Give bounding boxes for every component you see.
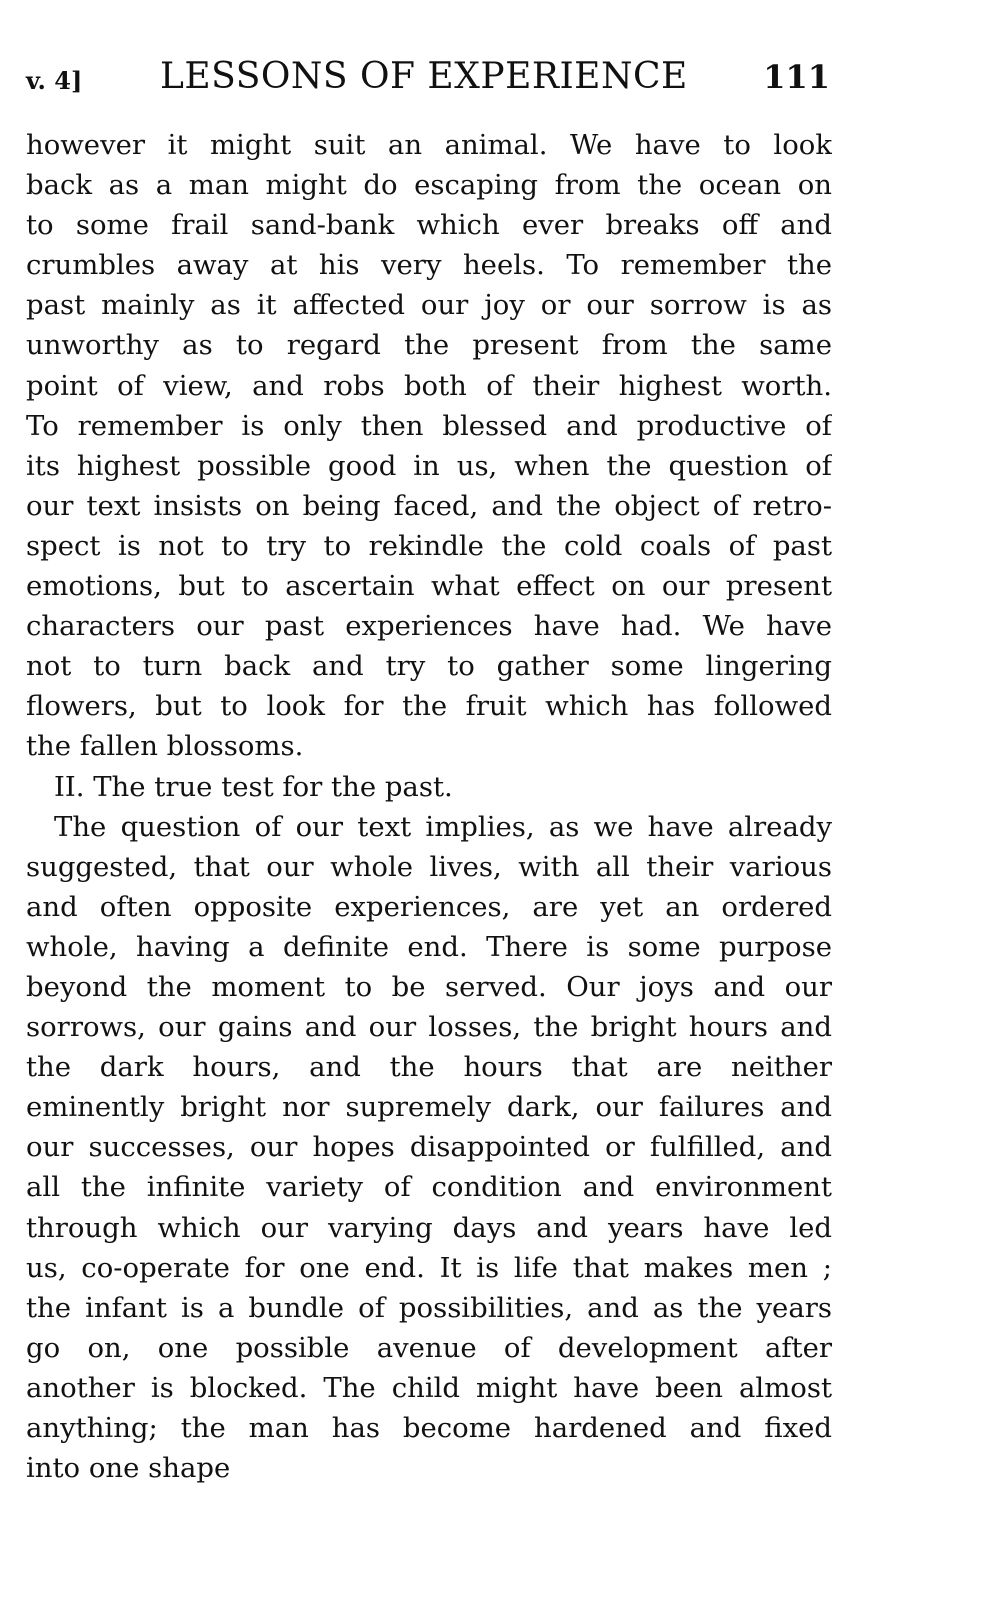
text-line: To remember is only then blessed and productive of: [26, 409, 832, 442]
text-line: the infant is a bundle of possibilities, and as the years: [26, 1291, 832, 1324]
text-line: the dark hours, and the hours that are neither: [26, 1051, 832, 1084]
text-line: flowers, but to look for the fruit which has followed: [26, 690, 832, 723]
running-header: [26, 52, 832, 102]
text-line: us, co-operate for one end. It is life that makes men ;: [26, 1251, 832, 1284]
page-number: 111: [763, 58, 830, 96]
text-line: go on, one possible avenue of development after: [26, 1331, 832, 1364]
text-line: characters our past experiences have had. We have: [26, 610, 832, 643]
paragraph-end-line: the fallen blossoms.: [26, 730, 304, 763]
text-line: point of view, and robs both of their highest worth.: [26, 369, 832, 402]
text-line: whole, having a definite end. There is some purpose: [26, 930, 832, 963]
text-line: past mainly as it affected our joy or our sorrow is as: [26, 289, 832, 322]
text-line: not to turn back and try to gather some lingering: [26, 650, 832, 683]
text-line: eminently bright nor supremely dark, our failures and: [26, 1091, 832, 1124]
paragraph-start-line: The question of our text implies, as we have already: [54, 810, 832, 843]
section-marker: v. 4]: [26, 66, 83, 95]
text-line: back as a man might do escaping from the ocean on: [26, 169, 832, 202]
body-text: [26, 125, 832, 1488]
text-line: its highest possible good in us, when the question of: [26, 449, 832, 482]
text-line: suggested, that our whole lives, with all their various: [26, 850, 832, 883]
text-line: spect is not to try to rekindle the cold coals of past: [26, 529, 832, 562]
text-line: and often opposite experiences, are yet an ordered: [26, 890, 832, 923]
text-line: anything; the man has become hardened and fixed: [26, 1412, 832, 1444]
text-line: beyond the moment to be served. Our joys and our: [26, 970, 832, 1003]
text-line: sorrows, our gains and our losses, the bright hours and: [26, 1011, 832, 1044]
section-heading: II. The true test for the past.: [54, 770, 453, 803]
text-line: our successes, our hopes disappointed or fulfilled, and: [26, 1131, 832, 1164]
text-line: to some frail sand-bank which ever breaks off and: [26, 209, 832, 242]
text-line: through which our varying days and years have led: [26, 1211, 832, 1244]
text-line: another is blocked. The child might have been almost: [26, 1371, 832, 1404]
text-line: our text insists on being faced, and the object of retro-: [26, 489, 832, 522]
text-line: unworthy as to regard the present from the same: [26, 329, 832, 362]
paragraph-end-line: into one shape: [26, 1452, 231, 1485]
text-line: all the infinite variety of condition and environment: [26, 1171, 832, 1204]
text-line: however it might suit an animal. We have to look: [26, 129, 832, 161]
text-line: crumbles away at his very heels. To remember the: [26, 249, 832, 282]
text-line: emotions, but to ascertain what effect on our present: [26, 570, 832, 603]
page-title: LESSONS OF EXPERIENCE: [160, 56, 688, 97]
